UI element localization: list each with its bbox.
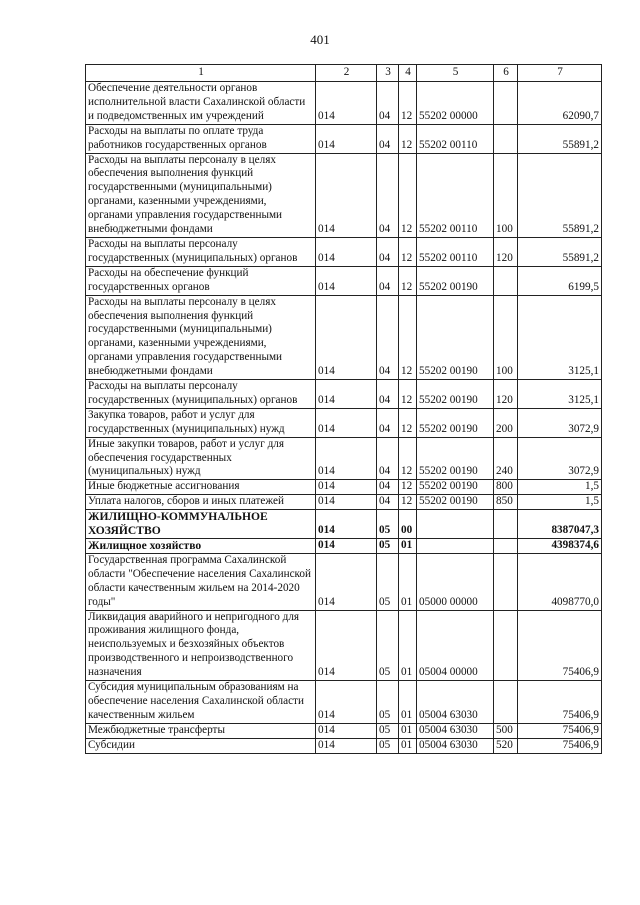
row-code-cell: 014 xyxy=(316,539,377,554)
table-header-row xyxy=(86,65,602,82)
row-section-cell: 05 xyxy=(377,738,399,753)
page-number: 401 xyxy=(310,32,330,47)
row-code-cell: 014 xyxy=(316,723,377,738)
table-row xyxy=(86,408,602,437)
row-subsection-cell: 12 xyxy=(399,266,417,295)
column-header-2: 2 xyxy=(316,65,377,82)
row-name-cell: Субсидии xyxy=(86,738,316,753)
row-target-article-cell: 55202 00190 xyxy=(417,266,494,295)
row-expense-type-cell: 100 xyxy=(494,295,518,379)
row-expense-type-cell xyxy=(494,124,518,153)
row-sum-cell: 75406,9 xyxy=(518,738,602,753)
row-section-cell: 04 xyxy=(377,124,399,153)
table-row xyxy=(86,266,602,295)
table-row xyxy=(86,380,602,409)
row-name-cell: Закупка товаров, работ и услуг для государственных (муниципальных) нужд xyxy=(86,408,316,437)
table-row xyxy=(86,124,602,153)
row-sum-cell: 55891,2 xyxy=(518,237,602,266)
row-code-cell: 014 xyxy=(316,124,377,153)
row-code-cell: 014 xyxy=(316,82,377,125)
row-sum-cell: 3125,1 xyxy=(518,380,602,409)
table-row xyxy=(86,295,602,379)
row-subsection-cell: 01 xyxy=(399,553,417,610)
table-row xyxy=(86,681,602,724)
row-name-cell: Расходы на выплаты персоналу государственных (муниципальных) органов xyxy=(86,380,316,409)
row-expense-type-cell: 520 xyxy=(494,738,518,753)
row-target-article-cell: 05004 63030 xyxy=(417,738,494,753)
row-name-cell: Обеспечение деятельности органов исполнительной власти Сахалинской области и подведомственных им учреждений xyxy=(86,82,316,125)
row-name-cell: Расходы на выплаты персоналу в целях обеспечения выполнения функций государственными (муниципальными) органами, казенными учреждениями, органами управления государственными внебюджетными фондами xyxy=(86,153,316,237)
row-code-cell: 014 xyxy=(316,495,377,510)
row-subsection-cell: 12 xyxy=(399,408,417,437)
row-expense-type-cell: 200 xyxy=(494,408,518,437)
row-target-article-cell: 55202 00110 xyxy=(417,124,494,153)
row-expense-type-cell xyxy=(494,510,518,539)
row-section-cell: 04 xyxy=(377,408,399,437)
row-target-article-cell: 55202 00190 xyxy=(417,495,494,510)
table-row xyxy=(86,153,602,237)
row-expense-type-cell xyxy=(494,82,518,125)
row-expense-type-cell: 240 xyxy=(494,437,518,480)
row-subsection-cell: 01 xyxy=(399,681,417,724)
row-code-cell: 014 xyxy=(316,266,377,295)
table-row xyxy=(86,480,602,495)
column-header-6: 6 xyxy=(494,65,518,82)
row-name-cell: Расходы на выплаты персоналу государственных (муниципальных) органов xyxy=(86,237,316,266)
row-section-cell: 05 xyxy=(377,539,399,554)
row-expense-type-cell xyxy=(494,610,518,681)
row-expense-type-cell xyxy=(494,681,518,724)
row-name-cell: Государственная программа Сахалинской области "Обеспечение населения Сахалинской области качественным жильем на 2014-2020 годы" xyxy=(86,553,316,610)
table-row xyxy=(86,539,602,554)
row-sum-cell: 4098770,0 xyxy=(518,553,602,610)
row-section-cell: 05 xyxy=(377,510,399,539)
table-row xyxy=(86,82,602,125)
table-row xyxy=(86,237,602,266)
row-target-article-cell: 05004 00000 xyxy=(417,610,494,681)
row-code-cell: 014 xyxy=(316,681,377,724)
row-code-cell: 014 xyxy=(316,408,377,437)
row-name-cell: Уплата налогов, сборов и иных платежей xyxy=(86,495,316,510)
row-subsection-cell: 12 xyxy=(399,495,417,510)
row-section-cell: 04 xyxy=(377,480,399,495)
row-name-cell: ЖИЛИЩНО-КОММУНАЛЬНОЕ ХОЗЯЙСТВО xyxy=(86,510,316,539)
row-subsection-cell: 12 xyxy=(399,237,417,266)
row-section-cell: 04 xyxy=(377,495,399,510)
table-row xyxy=(86,553,602,610)
row-name-cell: Иные закупки товаров, работ и услуг для обеспечения государственных (муниципальных) нужд xyxy=(86,437,316,480)
table-body xyxy=(86,65,602,754)
column-header-1: 1 xyxy=(86,65,316,82)
row-expense-type-cell: 100 xyxy=(494,153,518,237)
row-section-cell: 04 xyxy=(377,380,399,409)
row-target-article-cell: 55202 00110 xyxy=(417,153,494,237)
row-code-cell: 014 xyxy=(316,738,377,753)
row-code-cell: 014 xyxy=(316,380,377,409)
row-code-cell: 014 xyxy=(316,437,377,480)
row-target-article-cell: 55202 00190 xyxy=(417,480,494,495)
row-code-cell: 014 xyxy=(316,510,377,539)
row-subsection-cell: 00 xyxy=(399,510,417,539)
row-name-cell: Субсидия муниципальным образованиям на обеспечение населения Сахалинской области качественным жильем xyxy=(86,681,316,724)
table-row xyxy=(86,495,602,510)
row-expense-type-cell: 800 xyxy=(494,480,518,495)
row-code-cell: 014 xyxy=(316,610,377,681)
row-target-article-cell: 55202 00190 xyxy=(417,295,494,379)
row-expense-type-cell: 120 xyxy=(494,380,518,409)
row-target-article-cell xyxy=(417,539,494,554)
column-header-3: 3 xyxy=(377,65,399,82)
row-code-cell: 014 xyxy=(316,295,377,379)
row-section-cell: 05 xyxy=(377,610,399,681)
budget-table xyxy=(85,64,602,754)
row-expense-type-cell xyxy=(494,539,518,554)
row-sum-cell: 1,5 xyxy=(518,495,602,510)
row-code-cell: 014 xyxy=(316,153,377,237)
row-subsection-cell: 12 xyxy=(399,295,417,379)
row-target-article-cell xyxy=(417,510,494,539)
row-target-article-cell: 05004 63030 xyxy=(417,681,494,724)
table-row xyxy=(86,723,602,738)
row-section-cell: 04 xyxy=(377,82,399,125)
row-name-cell: Расходы на выплаты персоналу в целях обеспечения выполнения функций государственными (муниципальными) органами, казенными учреждениями, органами управления государственными внебюджетными фондами xyxy=(86,295,316,379)
row-sum-cell: 3125,1 xyxy=(518,295,602,379)
row-expense-type-cell: 120 xyxy=(494,237,518,266)
row-subsection-cell: 01 xyxy=(399,610,417,681)
row-expense-type-cell xyxy=(494,266,518,295)
row-target-article-cell: 55202 00110 xyxy=(417,237,494,266)
row-subsection-cell: 12 xyxy=(399,437,417,480)
row-sum-cell: 55891,2 xyxy=(518,124,602,153)
row-subsection-cell: 12 xyxy=(399,82,417,125)
column-header-7: 7 xyxy=(518,65,602,82)
row-section-cell: 04 xyxy=(377,295,399,379)
row-subsection-cell: 12 xyxy=(399,124,417,153)
row-target-article-cell: 55202 00000 xyxy=(417,82,494,125)
row-section-cell: 04 xyxy=(377,153,399,237)
row-sum-cell: 1,5 xyxy=(518,480,602,495)
row-section-cell: 05 xyxy=(377,723,399,738)
row-sum-cell: 75406,9 xyxy=(518,681,602,724)
column-header-5: 5 xyxy=(417,65,494,82)
row-name-cell: Межбюджетные трансферты xyxy=(86,723,316,738)
table-row xyxy=(86,738,602,753)
table-row xyxy=(86,510,602,539)
row-sum-cell: 55891,2 xyxy=(518,153,602,237)
row-subsection-cell: 01 xyxy=(399,539,417,554)
table-row xyxy=(86,437,602,480)
row-sum-cell: 6199,5 xyxy=(518,266,602,295)
row-name-cell: Ликвидация аварийного и непригодного для проживания жилищного фонда, неиспользуемых и безхозяйных объектов производственного и непроизводственного назначения xyxy=(86,610,316,681)
row-expense-type-cell xyxy=(494,553,518,610)
row-sum-cell: 3072,9 xyxy=(518,437,602,480)
row-code-cell: 014 xyxy=(316,480,377,495)
row-subsection-cell: 01 xyxy=(399,738,417,753)
row-sum-cell: 8387047,3 xyxy=(518,510,602,539)
row-sum-cell: 75406,9 xyxy=(518,610,602,681)
row-name-cell: Расходы на выплаты по оплате труда работников государственных органов xyxy=(86,124,316,153)
row-target-article-cell: 05000 00000 xyxy=(417,553,494,610)
row-target-article-cell: 55202 00190 xyxy=(417,380,494,409)
row-target-article-cell: 05004 63030 xyxy=(417,723,494,738)
row-section-cell: 04 xyxy=(377,266,399,295)
row-sum-cell: 62090,7 xyxy=(518,82,602,125)
row-subsection-cell: 12 xyxy=(399,480,417,495)
row-section-cell: 05 xyxy=(377,681,399,724)
row-name-cell: Расходы на обеспечение функций государственных органов xyxy=(86,266,316,295)
row-section-cell: 04 xyxy=(377,237,399,266)
row-code-cell: 014 xyxy=(316,237,377,266)
row-expense-type-cell: 850 xyxy=(494,495,518,510)
column-header-4: 4 xyxy=(399,65,417,82)
row-name-cell: Жилищное хозяйство xyxy=(86,539,316,554)
row-section-cell: 04 xyxy=(377,437,399,480)
row-sum-cell: 3072,9 xyxy=(518,408,602,437)
row-subsection-cell: 12 xyxy=(399,153,417,237)
table-row xyxy=(86,610,602,681)
row-name-cell: Иные бюджетные ассигнования xyxy=(86,480,316,495)
row-target-article-cell: 55202 00190 xyxy=(417,437,494,480)
row-section-cell: 05 xyxy=(377,553,399,610)
row-subsection-cell: 12 xyxy=(399,380,417,409)
row-expense-type-cell: 500 xyxy=(494,723,518,738)
row-subsection-cell: 01 xyxy=(399,723,417,738)
row-code-cell: 014 xyxy=(316,553,377,610)
row-sum-cell: 4398374,6 xyxy=(518,539,602,554)
row-sum-cell: 75406,9 xyxy=(518,723,602,738)
row-target-article-cell: 55202 00190 xyxy=(417,408,494,437)
